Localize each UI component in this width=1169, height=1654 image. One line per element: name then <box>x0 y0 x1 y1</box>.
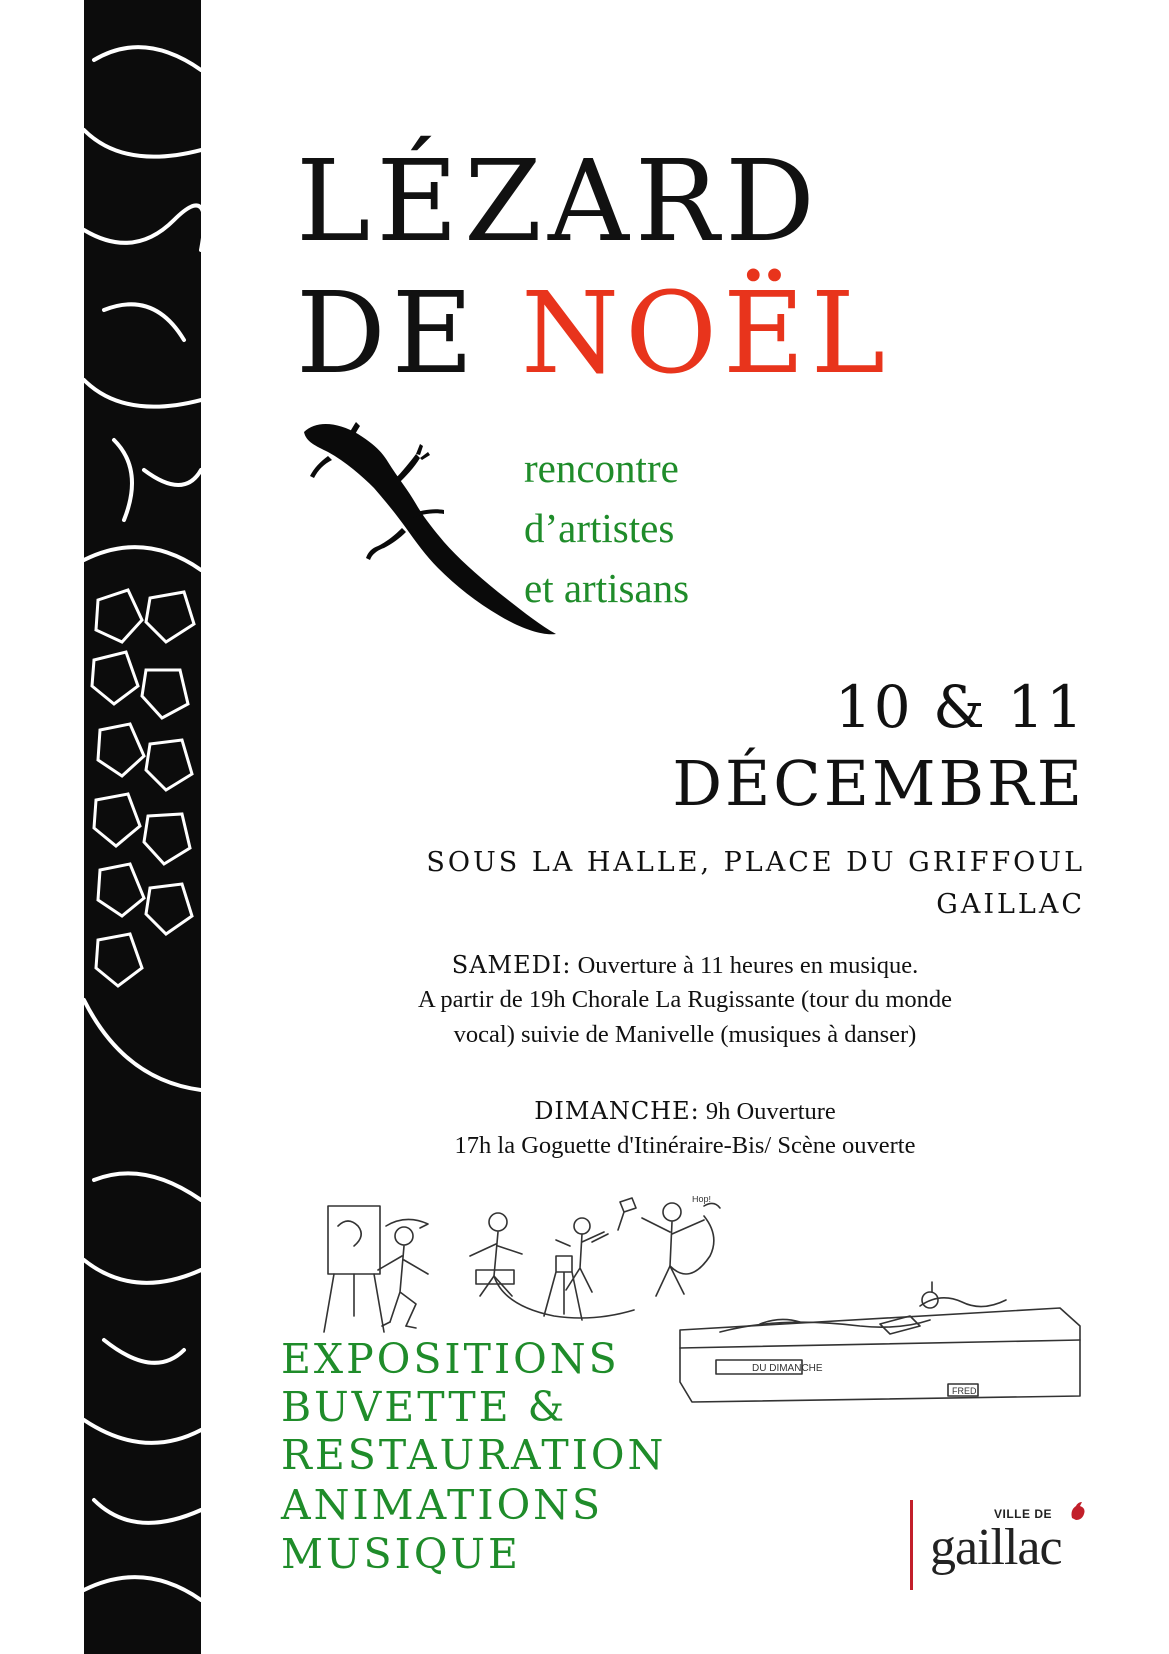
title-prefix: DE <box>296 269 522 399</box>
feature-music: MUSIQUE <box>281 1530 521 1578</box>
sunday-line-2: 17h la Goguette d'Itinéraire-Bis/ Scène ouverte <box>454 1132 916 1159</box>
logo-city-name: gaillac <box>930 1519 1062 1576</box>
sunday-label: DIMANCHE: <box>534 1097 700 1125</box>
saturday-opening: Ouverture à 11 heures en musique. <box>571 952 919 979</box>
tagline-line-2: d’artistes <box>524 505 675 551</box>
title-highlight-noel: NOËL <box>521 269 892 399</box>
decorative-woodcut-strip <box>84 0 201 1654</box>
tagline-line-1: rencontre <box>524 445 679 491</box>
sketch-speech-text: Hop! <box>692 1196 712 1204</box>
event-date-days: 10 & 11 <box>834 673 1085 741</box>
sketch-sign-text: DU DIMANCHE <box>752 1363 823 1374</box>
sunday-opening: 9h Ouverture <box>699 1098 836 1125</box>
woodcut-pattern <box>84 0 201 1654</box>
sketch-signature-text: FRED <box>952 1386 977 1396</box>
feature-activities: ANIMATIONS <box>281 1481 604 1529</box>
title-line-1: LÉZARD <box>296 137 821 267</box>
saturday-label: SAMEDI: <box>451 951 572 979</box>
saturday-line-1 <box>282 953 1088 979</box>
rooster-icon <box>1068 1500 1088 1522</box>
feature-bar: BUVETTE & <box>281 1383 568 1431</box>
logo-small-text: VILLE DE <box>994 1507 1053 1521</box>
saturday-line-2: A partir de 19h Chorale La Rugissante (tour du monde <box>417 986 953 1013</box>
feature-catering: RESTAURATION <box>281 1431 667 1479</box>
event-date-month: DÉCEMBRE <box>672 747 1085 820</box>
title-line-2 <box>296 269 892 399</box>
sunday-line-1 <box>282 1099 1088 1125</box>
logo-red-bar <box>910 1500 913 1590</box>
venue-address: SOUS LA HALLE, PLACE DU GRIFFOUL <box>426 847 1085 878</box>
tagline-line-3: et artisans <box>524 565 690 611</box>
feature-exhibitions: EXPOSITIONS <box>281 1335 620 1383</box>
venue-city: GAILLAC <box>936 889 1085 920</box>
saturday-line-3: vocal) suivie de Manivelle (musiques à danser) <box>453 1021 917 1048</box>
gaillac-logo <box>910 1500 1092 1620</box>
